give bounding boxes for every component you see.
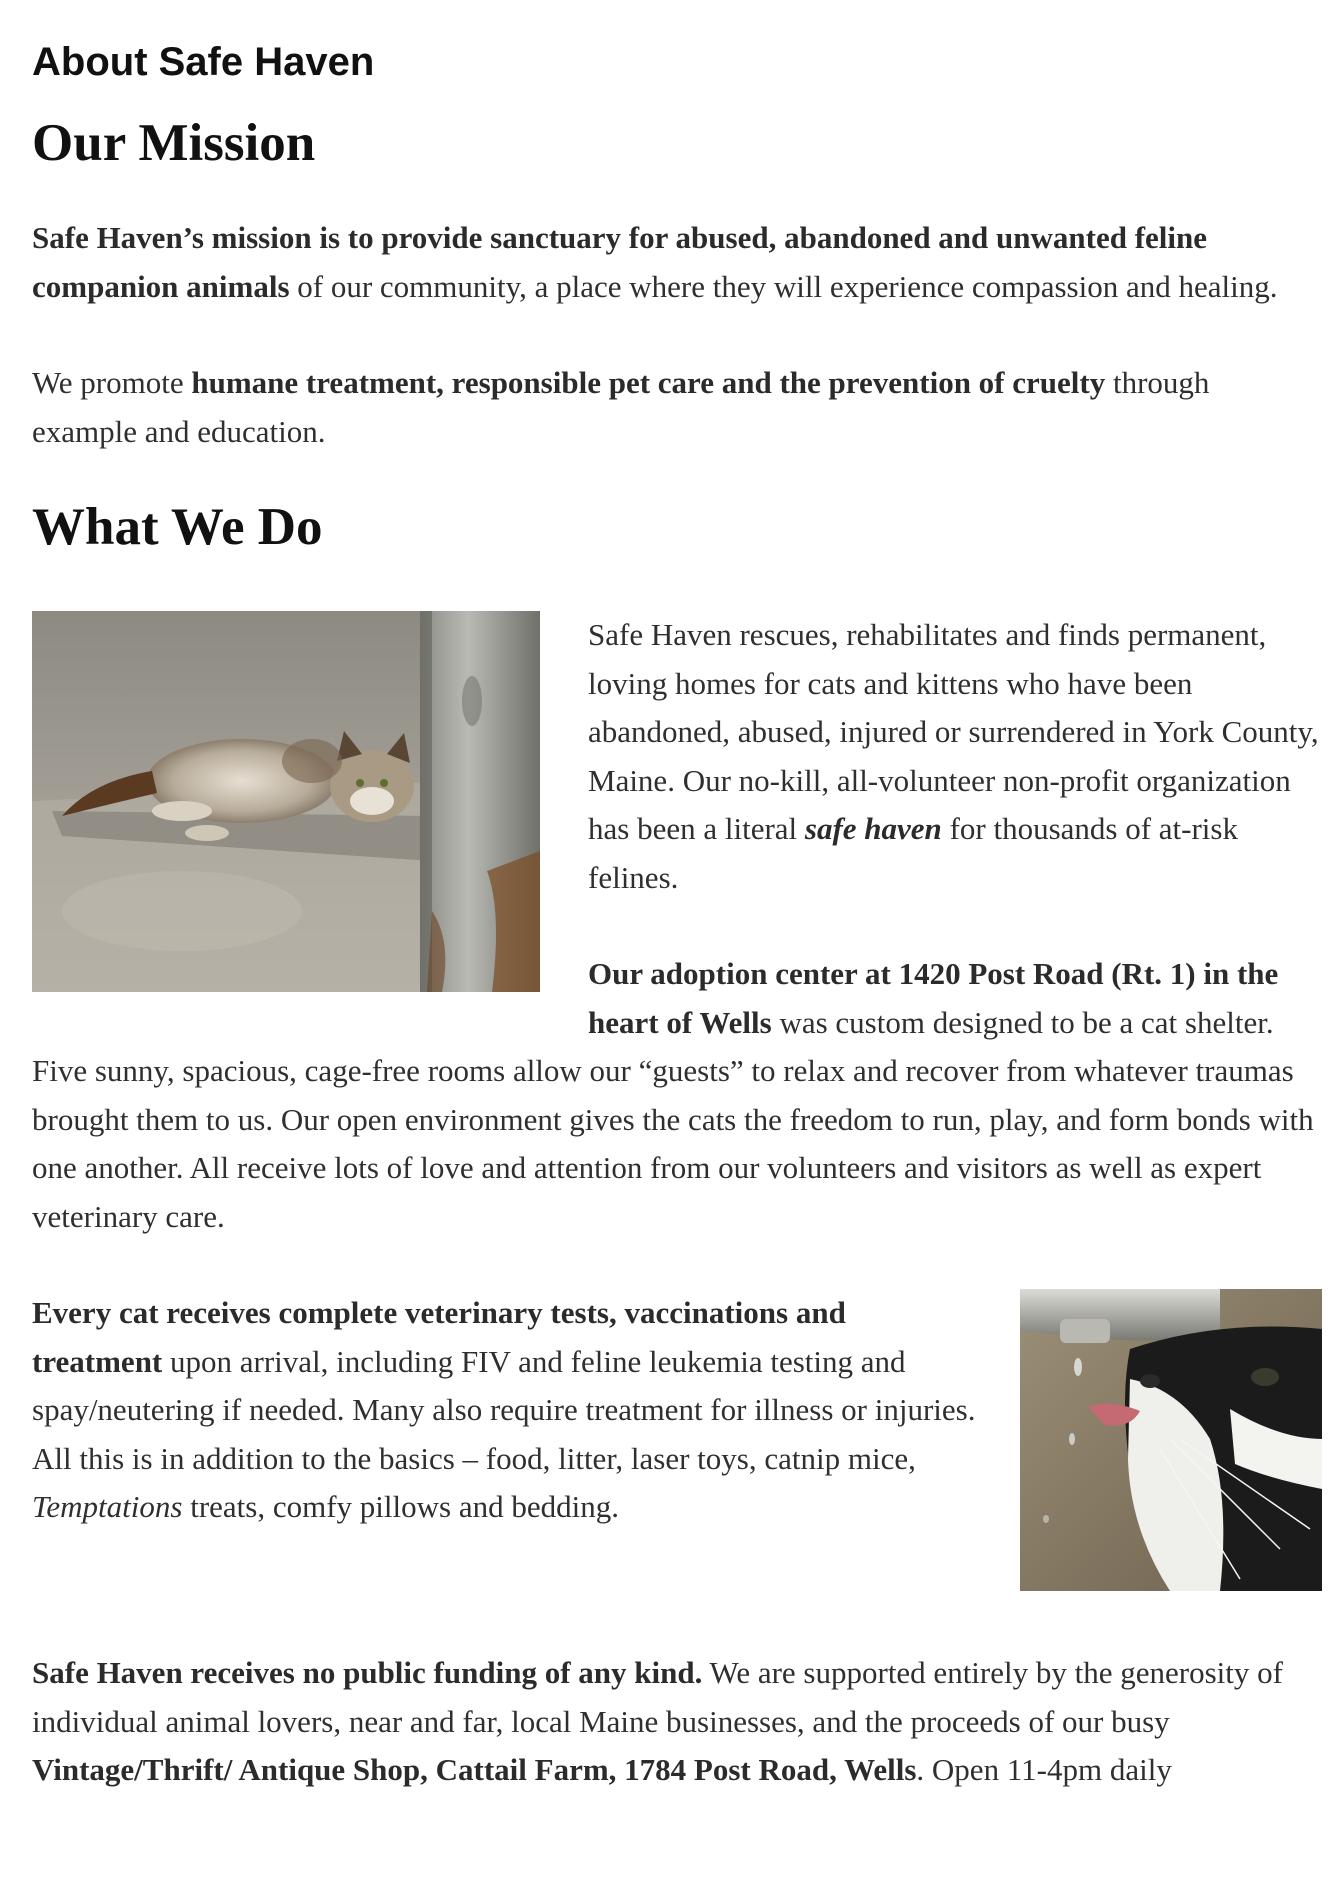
heading-our-mission: Our Mission [32,114,316,172]
heading-what-we-do: What We Do [32,498,323,556]
page-content [32,0,1322,1795]
mission-paragraph-2 [32,359,1322,456]
wwd-p2-rest: was custom designed to be a cat shelter. Five sunny, spacious, cage-free rooms allow our “guests” to relax and recover from whatever traumas brought them to us. Our open environment gives the cats the freedom to run, play, and form bonds with one another. All receive lots of love and attention from our volunteers and visitors as well as expert veterinary care. [32,1004,1314,1234]
what-we-do-paragraph-2 [32,950,1322,1241]
mission-p2-rest: through example and education. [32,365,1210,449]
mission-statement-bold: Safe Haven’s mission is to provide sanctuary for abused, abandoned and unwanted feline companion animals [32,220,1208,304]
page-title: About Safe Haven [32,40,375,84]
thrift-shop-info: Vintage/Thrift/ Antique Shop, Cattail Farm, 1784 Post Road, Wells [32,1752,917,1787]
vet-care-bold: Every cat receives complete veterinary tests, vaccinations and treatment [32,1295,846,1379]
mission-paragraph-1 [32,214,1322,311]
mission-p2-bold: humane treatment, responsible pet care and the prevention of cruelty [191,365,1106,400]
mission-p2-start: We promote [32,365,192,400]
funding-mid: We are supported entirely by the generosity of individual animal lovers, near and far, local Maine businesses, and the proceeds of our busy [32,1655,1283,1739]
mission-statement-rest: of our community, a place where they will experience compassion and healing. [289,268,1278,304]
funding-bold: Safe Haven receives no public funding of any kind. [32,1655,703,1690]
vet-care-mid: upon arrival, including FIV and feline leukemia testing and spay/neutering if needed. Many also require treatment for illness or injuries. All this is in addition to the basics – food, litter, laser toys, catnip mice, [32,1343,976,1476]
wwd-p2-bold: Our adoption center at 1420 Post Road (Rt. 1) in the heart of Wells [588,956,1279,1040]
vet-care-rest: treats, comfy pillows and bedding. [182,1489,619,1524]
photo-injured-cat [32,611,540,992]
funding-paragraph [32,1649,1322,1795]
wwd-p1-rest: for thousands of at-risk felines. [588,811,1238,895]
wwd-p1-start: Safe Haven rescues, rehabilitates and finds permanent, loving homes for cats and kittens who have been abandoned, abused, injured or surrendered in York County, Maine. Our no-kill, all-volunteer non-profit organization has been a literal [588,617,1319,846]
shop-hours: . Open 11-4pm daily [916,1752,1172,1787]
photo-cat-drinking [1020,1289,1322,1591]
wwd-p1-emphasis: safe haven [804,811,942,846]
what-we-do-content [32,611,1322,1795]
temptations-italic: Temptations [32,1489,183,1524]
